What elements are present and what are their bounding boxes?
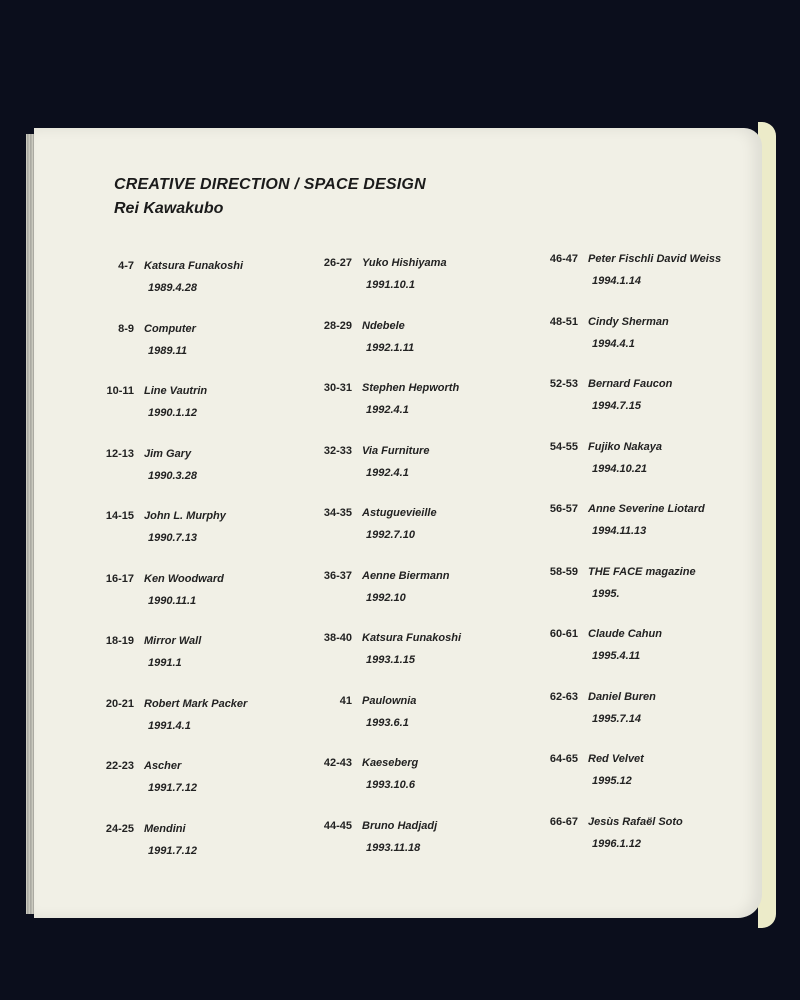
index-entry [86,510,306,573]
entry-page-range: 42-43 [323,757,352,769]
entry-title: Bruno Hadjadj [362,819,438,832]
entry-page-range: 26-27 [323,257,352,269]
index-entry [530,691,750,754]
entry-date: 1994.11.13 [592,525,647,537]
entry-title: Aenne Biermann [362,569,450,582]
index-entry [86,760,306,823]
entry-title: THE FACE magazine [588,565,696,578]
entry-date: 1995. [592,587,620,600]
entry-title: Kaeseberg [362,757,419,769]
index-entry [86,698,306,761]
entry-page-range: 64-65 [549,753,578,765]
index-entry [304,695,524,758]
entry-date: 1990.3.28 [148,469,197,482]
entry-title: Stephen Hepworth [362,382,460,394]
entry-title: Ken Woodward [144,572,224,585]
entry-page-range: 56-57 [549,503,578,515]
index-column-3 [530,253,750,878]
entry-page-range: 46-47 [549,253,578,265]
entry-title: John L. Murphy [144,510,226,522]
entry-page-range: 20-21 [105,697,134,710]
entry-date: 1995.4.11 [592,650,641,662]
entry-page-range: 54-55 [549,440,578,453]
entry-page-range: 12-13 [105,447,134,460]
index-entry [86,823,306,886]
index-entry [530,566,750,629]
entry-date: 1992.4.1 [366,466,409,479]
index-entry [86,323,306,386]
entry-page-range: 28-29 [323,319,352,332]
entry-date: 1992.4.1 [366,404,409,416]
entry-date: 1993.10.6 [366,779,415,791]
index-entry [530,816,750,879]
entry-date: 1990.7.13 [148,532,197,544]
entry-title: Computer [144,322,196,335]
entry-title: Jesùs Rafaël Soto [588,815,683,828]
entry-page-range: 16-17 [105,572,134,585]
entry-title: Ascher [144,760,182,772]
entry-date: 1994.7.15 [592,400,641,412]
entry-title: Red Velvet [588,753,644,765]
index-entry [304,445,524,508]
entry-title: Robert Mark Packer [144,697,248,710]
entry-title: Yuko Hishiyama [362,257,447,269]
entry-date: 1991.1 [148,657,182,669]
index-column-2 [304,257,524,882]
index-entry [530,753,750,816]
entry-date: 1995.7.14 [592,712,641,725]
index-entry [530,503,750,566]
entry-title: Astuguevieille [362,507,437,519]
entry-title: Paulownia [362,694,417,707]
entry-title: Cindy Sherman [588,315,669,328]
entry-page-range: 60-61 [549,628,578,640]
entry-page-range: 62-63 [549,690,578,703]
entry-page-range: 22-23 [105,760,134,772]
entry-page-range: 44-45 [323,819,352,832]
index-entry [86,573,306,636]
index-entry [86,385,306,448]
entry-page-range: 4-7 [118,260,134,272]
entry-date: 1995.12 [592,775,632,787]
entry-page-range: 18-19 [105,635,134,647]
index-entry [530,316,750,379]
entry-date: 1992.1.11 [366,341,415,354]
entry-title: Fujiko Nakaya [588,440,662,453]
entry-page-range: 52-53 [549,378,578,390]
entry-title: Katsura Funakoshi [362,632,462,644]
entry-title: Jim Gary [144,447,192,460]
entry-page-range: 8-9 [118,322,134,335]
index-entry [304,257,524,320]
entry-date: 1992.10 [366,591,406,604]
entry-date: 1994.4.1 [592,337,635,350]
entry-date: 1993.6.1 [366,716,409,729]
entry-date: 1991.10.1 [366,279,415,291]
entry-title: Peter Fischli David Weiss [588,253,722,265]
index-entry [86,448,306,511]
entry-date: 1989.11 [148,344,187,357]
entry-page-range: 24-25 [105,822,134,835]
entry-title: Claude Cahun [588,628,662,640]
index-entry [304,632,524,695]
index-entry [304,570,524,633]
entry-title: Katsura Funakoshi [144,260,244,272]
index-entry [304,820,524,883]
index-entry [304,320,524,383]
entry-page-range: 34-35 [323,507,352,519]
index-column-1 [86,260,306,885]
entry-page-range: 41 [339,694,352,707]
entry-title: Anne Severine Liotard [588,503,705,515]
entry-date: 1991.7.12 [148,844,197,857]
index-entry [86,260,306,323]
entry-date: 1990.1.12 [148,407,197,419]
index-entry [304,757,524,820]
entry-page-range: 30-31 [323,382,352,394]
index-entry [86,635,306,698]
index-entry [304,507,524,570]
entry-date: 1996.1.12 [592,837,641,850]
entry-title: Mirror Wall [144,635,202,647]
entry-date: 1994.1.14 [592,275,641,287]
page-title: CREATIVE DIRECTION / SPACE DESIGN [114,176,426,193]
entry-title: Line Vautrin [144,385,208,397]
index-entry [304,382,524,445]
entry-page-range: 14-15 [105,510,134,522]
page-subtitle: Rei Kawakubo [114,200,224,217]
entry-page-range: 66-67 [549,815,578,828]
entry-title: Bernard Faucon [588,378,673,390]
entry-date: 1992.7.10 [366,529,415,541]
index-entry [530,441,750,504]
book-page [34,128,762,918]
entry-page-range: 48-51 [549,315,578,328]
entry-date: 1993.1.15 [366,654,415,666]
entry-title: Mendini [144,822,186,835]
entry-title: Daniel Buren [588,690,656,703]
entry-date: 1990.11.1 [148,594,197,607]
index-entry [530,378,750,441]
entry-title: Via Furniture [362,444,430,457]
entry-page-range: 58-59 [549,565,578,578]
entry-page-range: 38-40 [323,632,352,644]
entry-date: 1989.4.28 [148,282,197,294]
entry-date: 1991.4.1 [148,719,191,732]
entry-page-range: 10-11 [106,385,134,397]
entry-page-range: 36-37 [323,569,352,582]
entry-date: 1994.10.21 [592,462,648,475]
entry-page-range: 32-33 [323,444,352,457]
entry-date: 1993.11.18 [366,841,421,854]
entry-title: Ndebele [362,319,405,332]
index-entry [530,628,750,691]
index-entry [530,253,750,316]
entry-date: 1991.7.12 [148,782,197,794]
